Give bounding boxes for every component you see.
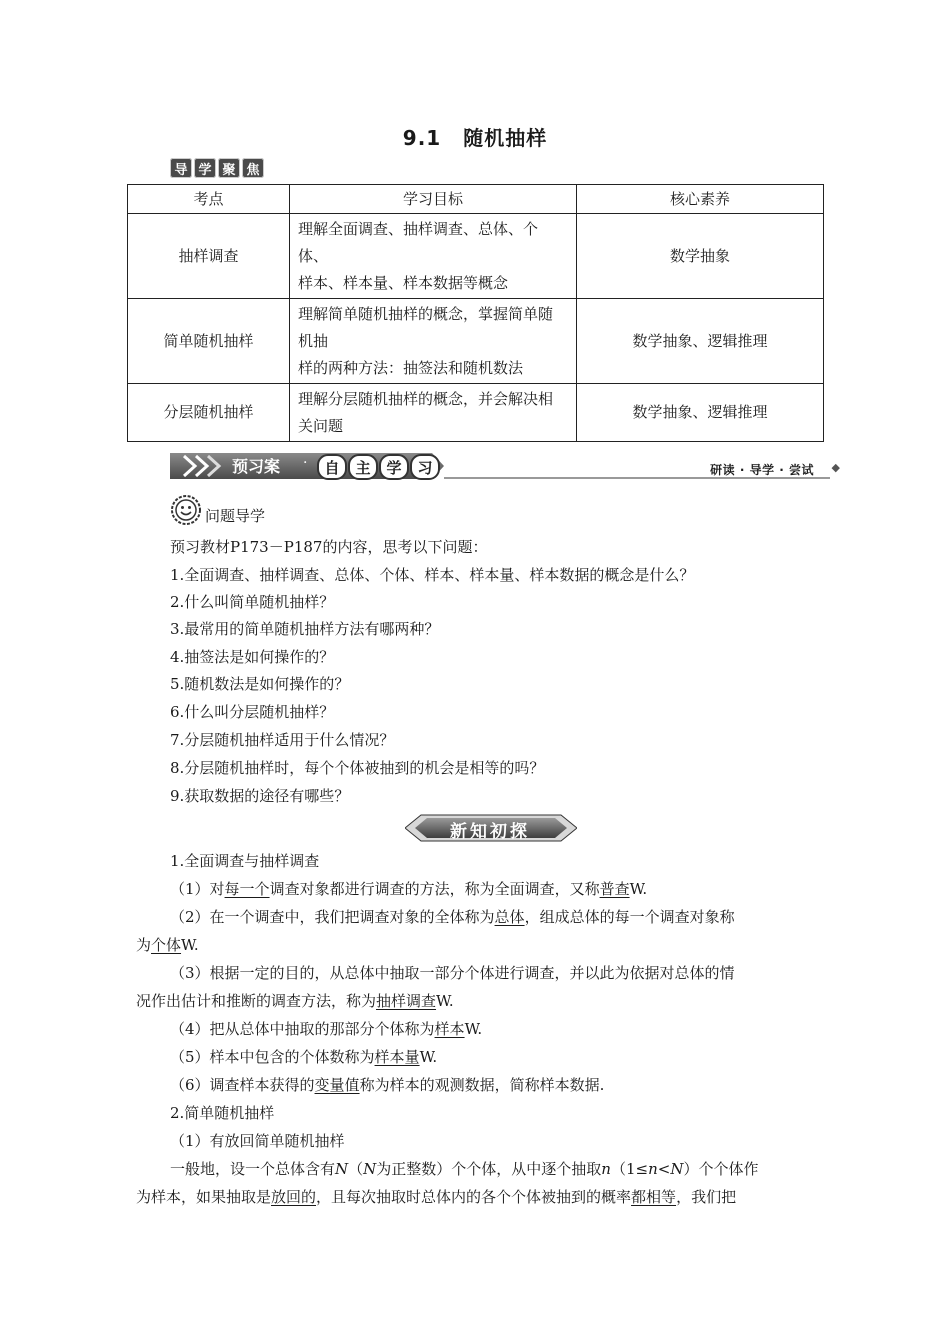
text: （2）在一个调查中，我们把调查对象的全体称为 (170, 908, 495, 926)
answer-underline: 每一个 (224, 880, 270, 898)
section1-p1 (170, 878, 647, 899)
cell-goal (290, 214, 577, 299)
var-n: n (601, 1160, 611, 1178)
section2-p1-line1 (170, 1158, 758, 1179)
header-goal: 学习目标 (290, 185, 577, 214)
section2-heading: 2.简单随机抽样 (170, 1104, 275, 1122)
answer-underline: 都相等 (631, 1188, 677, 1206)
pill-char: 自 (317, 454, 347, 480)
text: W. (464, 1020, 483, 1038)
section1-heading: 1.全面调查与抽样调查 (170, 852, 320, 870)
table-row (128, 299, 824, 384)
question-item: 9.获取数据的途径有哪些？ (170, 787, 350, 805)
text: 况作出估计和推断的调查方法，称为 (136, 992, 377, 1010)
goal-line: 样的两种方法：抽签法和随机数法 (298, 358, 524, 377)
question-guide-heading: 问题导学 (205, 507, 266, 525)
cell-point: 抽样调查 (128, 214, 290, 299)
answer-underline: 放回的 (271, 1188, 317, 1206)
cell-literacy: 数学抽象、逻辑推理 (577, 299, 824, 384)
banner-label: 新知初探 (450, 822, 530, 842)
text: ，我们把 (676, 1188, 737, 1206)
goal-line: 理解简单随机抽样的概念，掌握简单随 (298, 304, 554, 323)
text: （4）把从总体中抽取的那部分个体称为 (170, 1020, 435, 1038)
section-number: 9.1 (402, 126, 442, 150)
question-item: 1.全面调查、抽样调查、总体、个体、样本、样本量、样本数据的概念是什么？ (170, 566, 695, 584)
text: （ (348, 1160, 364, 1178)
table-header-row (128, 185, 824, 214)
section2-sub1: （1）有放回简单随机抽样 (170, 1132, 345, 1150)
var-N: N (670, 1160, 684, 1178)
text: （6）调查样本获得的 (170, 1076, 315, 1094)
question-item: 2.什么叫简单随机抽样？ (170, 593, 335, 611)
question-intro: 预习教材P173－P187的内容，思考以下问题： (170, 538, 488, 556)
self-study-pill (317, 454, 440, 480)
text: ）个个体作 (683, 1160, 759, 1178)
section1-p2-line1 (170, 906, 735, 927)
badge-char: 聚 (218, 158, 240, 178)
new-knowledge-banner (405, 813, 577, 847)
bar-dot: · (303, 455, 308, 471)
text: （1≤ (610, 1160, 649, 1178)
text: 一般地，设一个总体含有 (170, 1160, 336, 1178)
cell-literacy: 数学抽象 (577, 214, 824, 299)
question-item: 6.什么叫分层随机抽样？ (170, 703, 335, 721)
page-title (0, 122, 950, 151)
text: 为样本，如果抽取是 (136, 1188, 272, 1206)
cell-point: 简单随机抽样 (128, 299, 290, 384)
goal-line: 样本、样本量、样本数据等概念 (298, 273, 509, 292)
answer-underline: 抽样调查 (376, 992, 437, 1010)
text: 为正整数）个个体，从中逐个抽取 (376, 1160, 602, 1178)
var-N: N (335, 1160, 349, 1178)
cell-literacy: 数学抽象、逻辑推理 (577, 384, 824, 442)
goal-line: 关问题 (298, 416, 344, 435)
text: （5）样本中包含的个体数称为 (170, 1048, 375, 1066)
header-point: 考点 (128, 185, 290, 214)
goal-line: 理解全面调查、抽样调查、总体、个 (298, 219, 539, 238)
header-literacy: 核心素养 (577, 185, 824, 214)
question-item: 3.最常用的简单随机抽样方法有哪两种？ (170, 620, 440, 638)
table-row (128, 214, 824, 299)
pill-char: 学 (379, 454, 409, 480)
section1-p3-line2 (136, 990, 454, 1011)
answer-underline: 普查 (599, 880, 630, 898)
answer-underline: 样本 (434, 1020, 465, 1038)
badge-char: 学 (194, 158, 216, 178)
section1-p5 (170, 1046, 437, 1067)
focus-badge (170, 158, 264, 178)
goal-line: 理解分层随机抽样的概念，并会解决相 (298, 389, 554, 408)
badge-char: 焦 (242, 158, 264, 178)
text: ，组成总体的每一个调查对象称 (524, 908, 735, 926)
section1-p3-line1: （3）根据一定的目的，从总体中抽取一部分个体进行调查，并以此为依据对总体的情 (170, 964, 735, 982)
text: 称为样本的观测数据，简称样本数据. (359, 1076, 605, 1094)
section2-p1-line2 (136, 1186, 736, 1207)
text: W. (436, 992, 454, 1010)
goal-line: 机抽 (298, 331, 329, 350)
answer-underline: 个体 (151, 936, 182, 954)
section1-p6 (170, 1074, 604, 1095)
bar-right-label: 研读 · 导学 · 尝试 (710, 463, 814, 477)
text: 调查对象都进行调查的方法，称为全面调查，又称 (269, 880, 600, 898)
goal-line: 体、 (298, 246, 329, 265)
section1-p4 (170, 1018, 482, 1039)
badge-char: 导 (170, 158, 192, 178)
var-n: n (648, 1160, 658, 1178)
text: W. (181, 936, 199, 954)
section1-p2-line2 (136, 934, 199, 955)
text: （1）对 (170, 880, 225, 898)
text: < (657, 1160, 671, 1178)
cell-point: 分层随机抽样 (128, 384, 290, 442)
answer-underline: 总体 (494, 908, 525, 926)
learning-goals-table (127, 184, 824, 442)
preview-label: 预习案 (232, 457, 281, 476)
question-item: 5.随机数法是如何操作的？ (170, 675, 350, 693)
pill-char: 主 (348, 454, 378, 480)
answer-underline: 样本量 (374, 1048, 420, 1066)
text: 为 (136, 936, 152, 954)
text: W. (629, 880, 648, 898)
question-item: 4.抽签法是如何操作的？ (170, 648, 335, 666)
table-row (128, 384, 824, 442)
text: W. (419, 1048, 438, 1066)
preview-section-bar (170, 451, 840, 481)
text: ，且每次抽取时总体内的各个个体被抽到的概率 (316, 1188, 632, 1206)
section-title: 随机抽样 (463, 126, 548, 150)
answer-underline: 变量值 (314, 1076, 360, 1094)
pill-char: 习 (410, 454, 440, 480)
var-N: N (363, 1160, 377, 1178)
question-item: 8.分层随机抽样时，每个个体被抽到的机会是相等的吗？ (170, 759, 545, 777)
cell-goal (290, 384, 577, 442)
cell-goal (290, 299, 577, 384)
diamond-icon: ◆ (831, 461, 840, 474)
question-item: 7.分层随机抽样适用于什么情况？ (170, 731, 395, 749)
smiley-icon (170, 494, 202, 526)
